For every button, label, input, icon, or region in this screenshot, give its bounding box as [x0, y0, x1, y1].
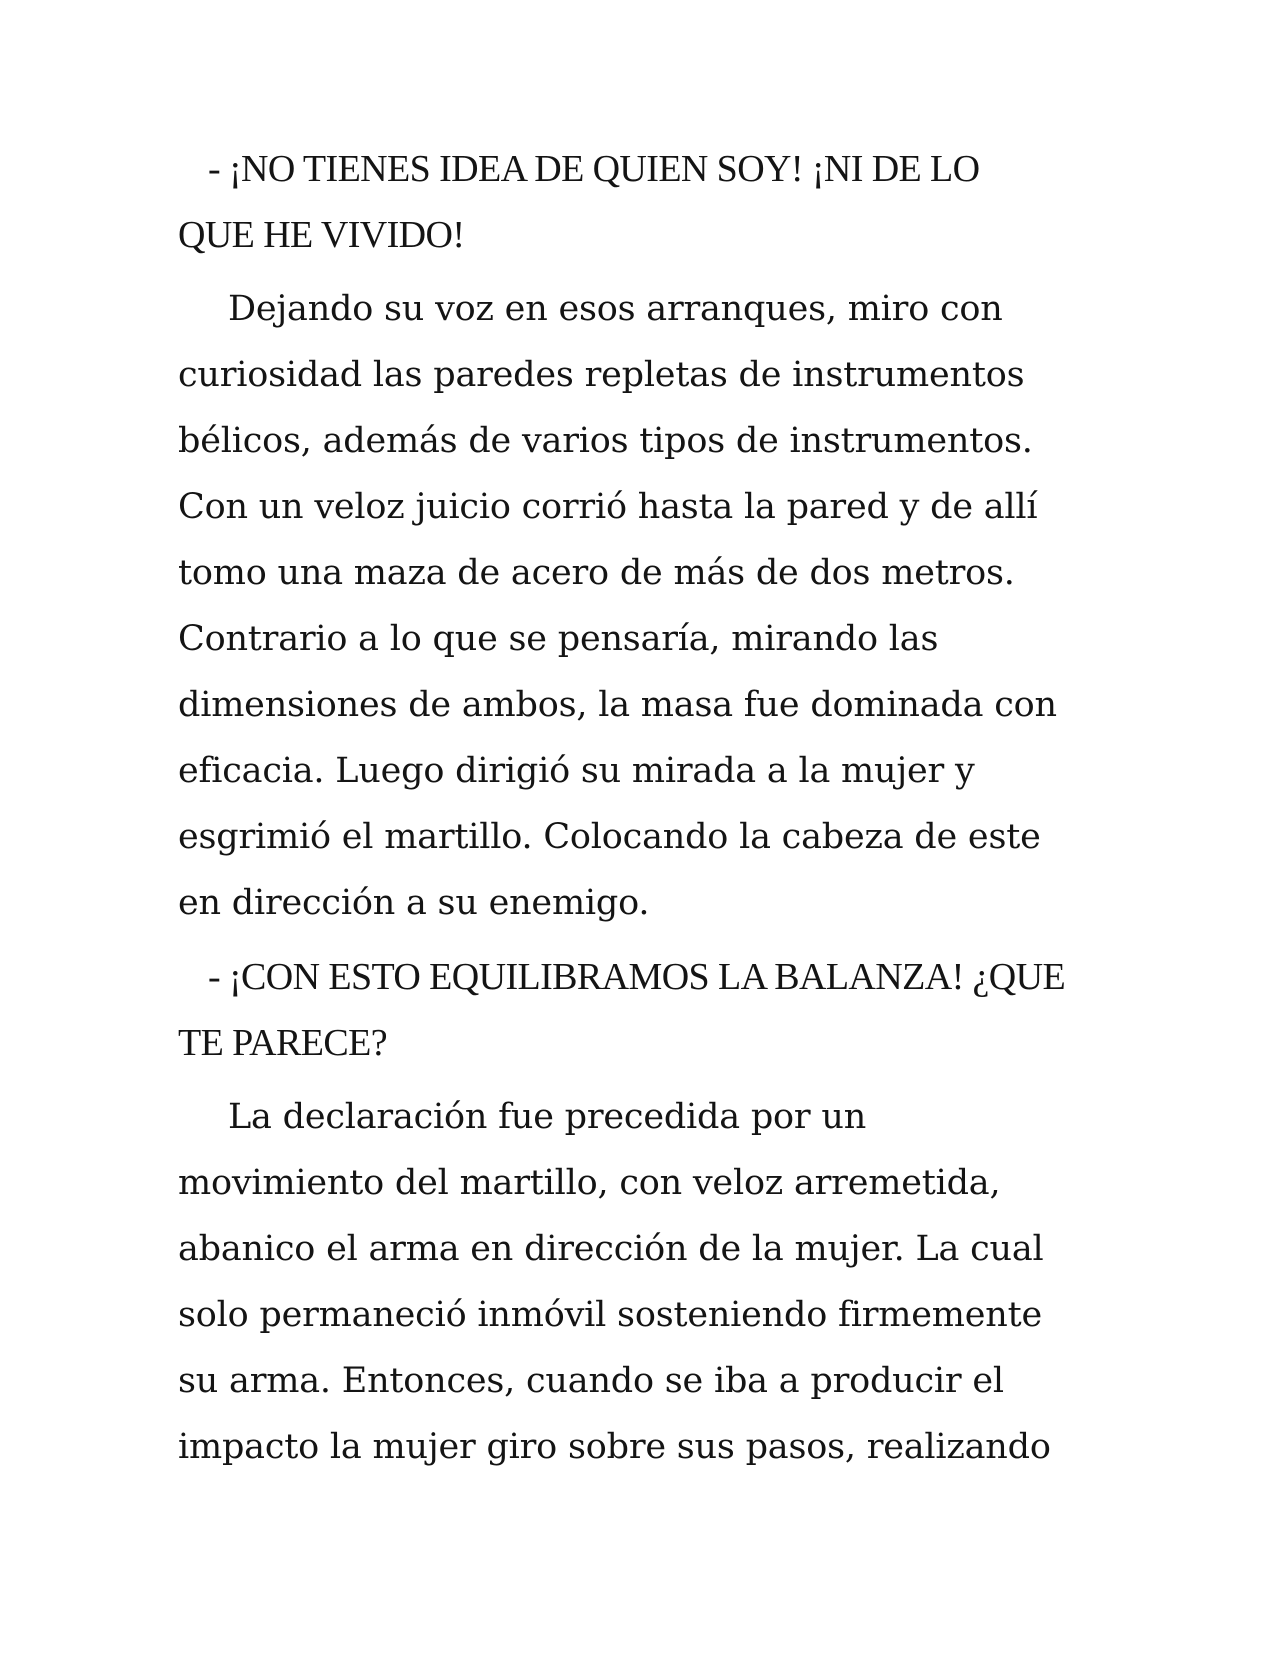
- narration-paragraph: [178, 1084, 1108, 1480]
- text-line: bélicos, además de varios tipos de instrumentos.: [178, 421, 1033, 461]
- text-line: tomo una maza de acero de más de dos metros.: [178, 553, 1015, 593]
- text-line: QUE HE VIVIDO!: [178, 214, 465, 256]
- text-line: - ¡NO TIENES IDEA DE QUIEN SOY! ¡NI DE LO: [208, 148, 980, 190]
- text-line: Con un veloz juicio corrió hasta la pared y de allí: [178, 487, 1038, 527]
- text-line: Contrario a lo que se pensaría, mirando las: [178, 619, 939, 659]
- book-page: [178, 136, 1108, 1480]
- text-line: impacto la mujer giro sobre sus pasos, realizando: [178, 1427, 1051, 1467]
- text-line: esgrimió el martillo. Colocando la cabeza de este: [178, 817, 1041, 857]
- narration-paragraph: [178, 276, 1108, 936]
- text-line: - ¡CON ESTO EQUILIBRAMOS LA BALANZA! ¿QUE: [208, 956, 1066, 998]
- text-line: abanico el arma en dirección de la mujer. La cual: [178, 1229, 1044, 1269]
- text-line: movimiento del martillo, con veloz arremetida,: [178, 1163, 1001, 1203]
- text-line: Dejando su voz en esos arranques, miro con: [228, 289, 1003, 329]
- dialogue-paragraph: [178, 944, 1108, 1076]
- text-line: curiosidad las paredes repletas de instrumentos: [178, 355, 1025, 395]
- text-line: solo permaneció inmóvil sosteniendo firmemente: [178, 1295, 1043, 1335]
- text-line: TE PARECE?: [178, 1022, 387, 1064]
- text-line: su arma. Entonces, cuando se iba a producir el: [178, 1361, 1004, 1401]
- text-line: dimensiones de ambos, la masa fue dominada con: [178, 685, 1057, 725]
- dialogue-paragraph: [178, 136, 1108, 268]
- text-line: en dirección a su enemigo.: [178, 883, 650, 923]
- text-line: La declaración fue precedida por un: [228, 1097, 867, 1137]
- text-line: eficacia. Luego dirigió su mirada a la mujer y: [178, 751, 975, 791]
